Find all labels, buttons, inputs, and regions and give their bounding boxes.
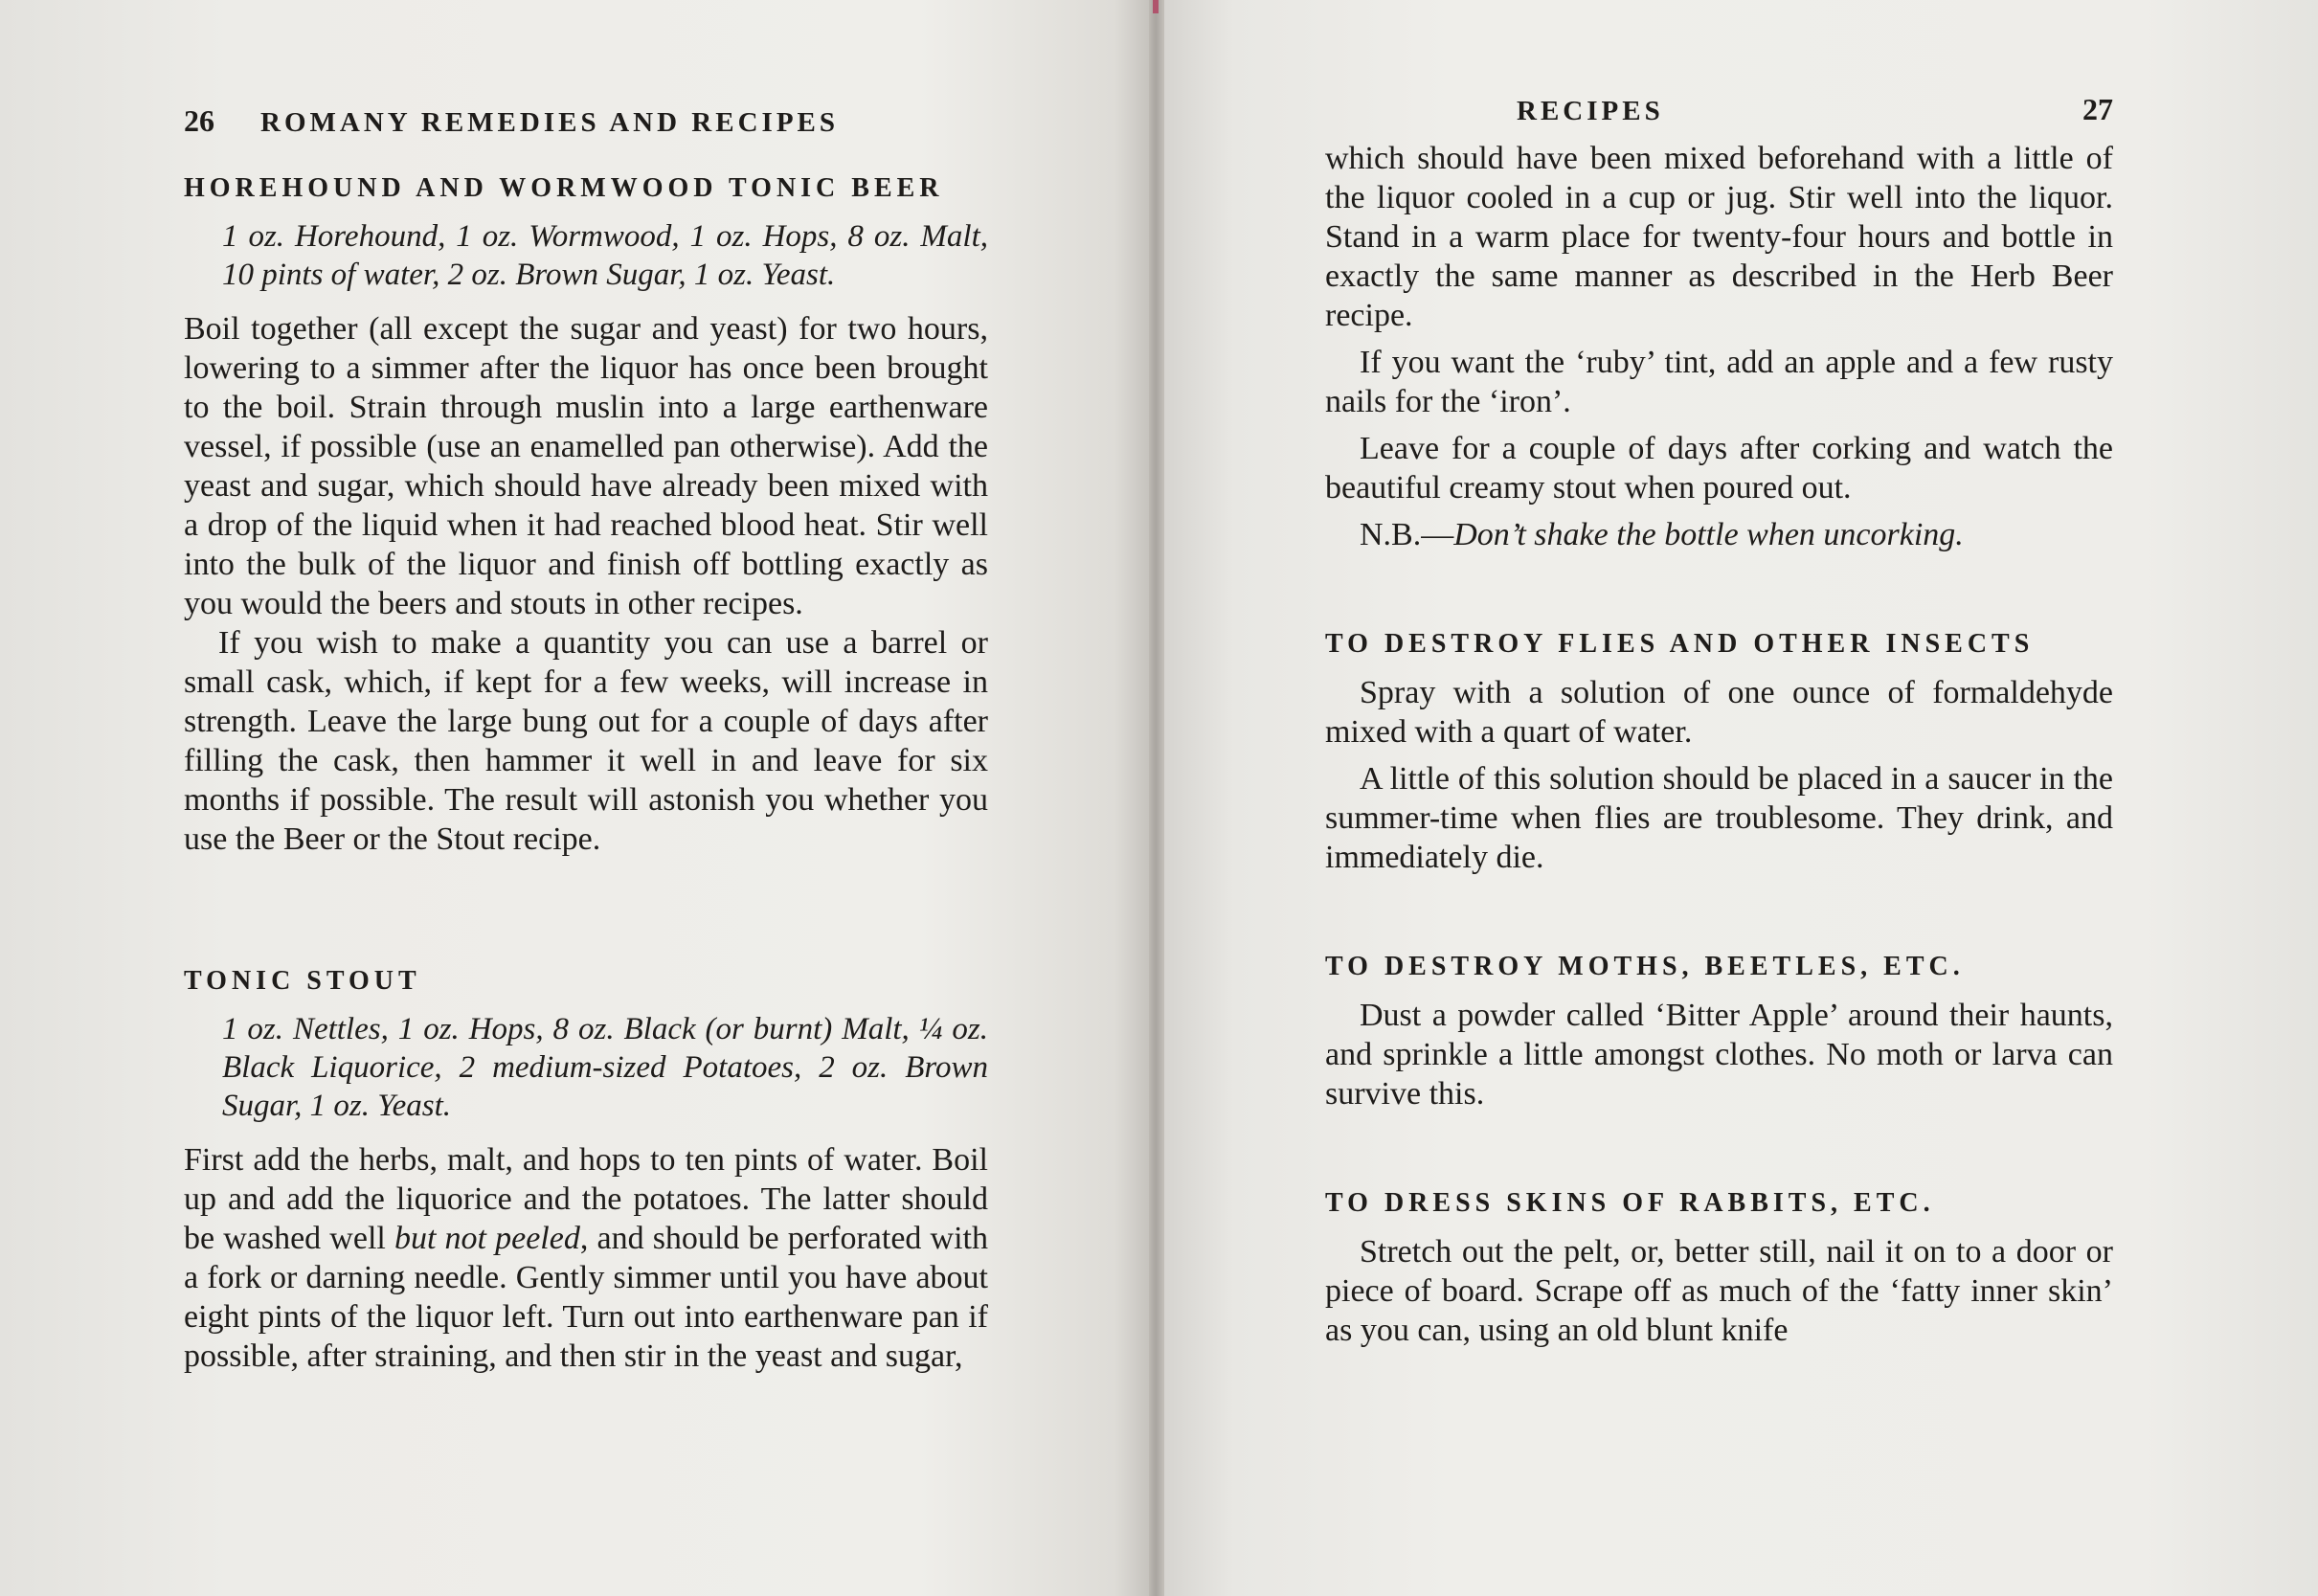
paragraph [184,1140,988,1376]
paragraph: If you want the ‘ruby’ tint, add an apple and a few rusty nails for the ‘iron’. [1325,345,2113,419]
paragraph: A little of this solution should be placed in a saucer in the summer-time when flies are troublesome. They drink, and immediately die. [1325,761,2113,875]
paragraph: Stretch out the pelt, or, better still, nail it on to a door or piece of board. Scrape off as much of the ‘fatty inner skin’ as you can, using an old blunt knife [1325,1234,2113,1348]
emphasis-text: but not peeled [394,1221,580,1256]
section-tonic-stout [184,966,988,1376]
section-horehound-beer [184,173,988,859]
running-head-title-right: RECIPES [1517,96,1664,126]
nb-label: N.B.— [1360,517,1454,552]
nota-bene [1325,515,2113,554]
paragraph-text: First add the herbs, malt, and hops to ten pints of water. Boil up and add the liquorice and the potatoes. The latter should be washed well [184,1142,988,1256]
section-title: TONIC STOUT [184,966,421,996]
book-gutter [1149,0,1164,1596]
paragraph: which should have been mixed beforehand with a little of the liquor cooled in a cup or jug. Stir well into the liquor. Stand in a warm place for twenty-four hours and bottle in exactly the same manner as described in the Herb Beer recipe. [1325,141,2113,333]
page-number-left: 26 [184,103,214,138]
section-title: TO DESTROY FLIES AND OTHER INSECTS [1325,629,2035,659]
ingredients-list: 1 oz. Nettles, 1 oz. Hops, 8 oz. Black (or burnt) Malt, ¼ oz. Black Liquorice, 2 medium-sized Potatoes, 2 oz. Brown Sugar, 1 oz. Yeast. [222,1012,988,1123]
ingredients-list: 1 oz. Horehound, 1 oz. Wormwood, 1 oz. Hops, 8 oz. Malt, 10 pints of water, 2 oz. Brown Sugar, 1 oz. Yeast. [222,219,988,292]
paragraph-text: , and should be perforated with a fork or darning needle. Gently simmer until you have about eight pints of the liquor left. Turn out into earthenware pan if possible, after straining, and then stir in the yeast and sugar, [184,1221,988,1374]
paragraph: Boil together (all except the sugar and yeast) for two hours, lowering to a simmer after the liquor has once been brought to the boil. Strain through muslin into a large earthenware vessel, if possible (use an enamelled pan otherwise). Add the yeast and sugar, which should have already been mixed with a drop of the liquid when it had reached blood heat. Stir well into the bulk of the liquor and finish off bottling exactly as you would the beers and stouts in other recipes. [184,311,988,621]
running-head-title-left: ROMANY REMEDIES AND RECIPES [260,107,840,138]
running-head-left [184,103,988,139]
section-title: TO DESTROY MOTHS, BEETLES, ETC. [1325,952,1965,981]
section-title: TO DRESS SKINS OF RABBITS, ETC. [1325,1188,1935,1218]
right-page [1164,0,2318,1596]
nb-text: Don’t shake the bottle when uncorking. [1453,517,1964,552]
paragraph: Spray with a solution of one ounce of formaldehyde mixed with a quart of water. [1325,675,2113,750]
paragraph: Leave for a couple of days after corking and watch the beautiful creamy stout when poured out. [1325,431,2113,506]
left-page [0,0,1149,1596]
section-title: HOREHOUND AND WORMWOOD TONIC BEER [184,173,944,203]
paragraph: If you wish to make a quantity you can use a barrel or small cask, which, if kept for a few weeks, will increase in strength. Leave the large bung out for a couple of days after filling the cask, then hammer it well in and leave for six months if possible. The result will astonish you whether you use the Beer or the Stout recipe. [184,625,988,857]
paragraph: Dust a powder called ‘Bitter Apple’ around their haunts, and sprinkle a little amongst clothes. No moth or larva can survive this. [1325,998,2113,1112]
page-number-right: 27 [2082,92,2113,126]
section-destroy-moths [1325,952,2113,1113]
running-head-right [1325,92,2113,127]
section-destroy-flies [1325,629,2113,877]
section-dress-skins [1325,1188,2113,1350]
stout-continuation [1325,139,2113,554]
